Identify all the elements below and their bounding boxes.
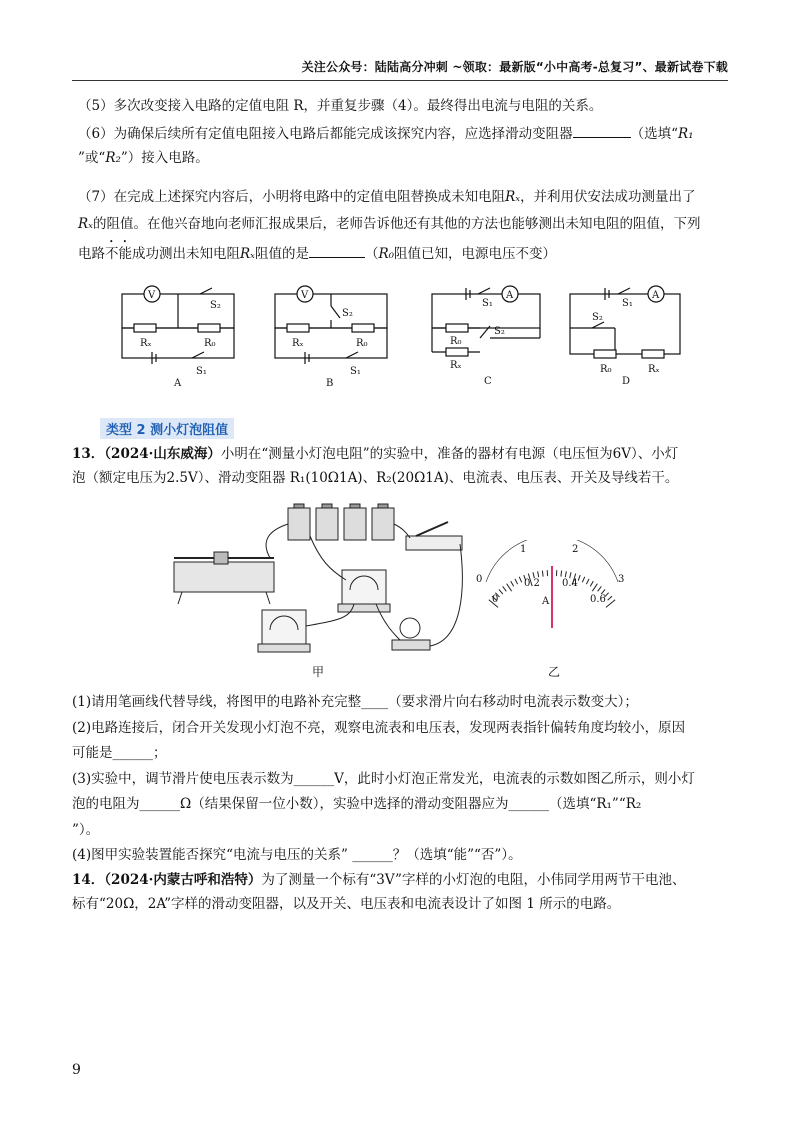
circuit-b-r0: R₀: [356, 338, 368, 349]
q6-part2: （选填“: [630, 126, 678, 142]
q6-part3: ”或“: [78, 150, 106, 166]
q7-line3e: 阻值已知，电源电压不变）: [394, 246, 557, 262]
question-14: [72, 868, 728, 916]
circuit-d: [570, 286, 680, 358]
dial-tick: [561, 571, 562, 577]
dial-tick: [590, 581, 593, 586]
dial-tick: [578, 575, 580, 581]
q13-sub3c: ”）。: [72, 821, 100, 838]
q13-sub4: (4)图甲实验装置能否探究“电流与电压的关系” ______？（选填“能”“否”）。: [72, 847, 522, 863]
dial-tick: [515, 579, 518, 584]
dial-tick: [592, 584, 597, 591]
question-13-stem: [72, 442, 728, 490]
q6-part1: （6）为确保后续所有定值电阻接入电路后都能完成该探究内容，应选择滑动变阻器: [78, 126, 573, 142]
circuit-b-label: B: [326, 378, 334, 389]
dial-tick: [582, 577, 584, 583]
battery-pack: [288, 504, 394, 540]
q7-rx-3: Rₓ: [240, 246, 255, 262]
knife-switch: [406, 522, 462, 550]
q14-source: （2024·内蒙古呼和浩特）: [104, 872, 262, 888]
circuit-d-s2: S₂: [592, 312, 603, 323]
q7-rx: Rₓ: [505, 189, 521, 205]
dial-unit: A: [542, 596, 550, 607]
q6-r2: R₂: [105, 150, 121, 166]
circuit-c-s2: S₂: [494, 326, 505, 337]
circuit-diagrams: [110, 280, 700, 392]
q14-line1: 为了测量一个标有“3V”字样的小灯泡的电阻，小伟同学用两节干电池、: [261, 872, 686, 888]
dial-tick: [511, 581, 514, 586]
figure-yi-ammeter-dial: [472, 540, 632, 680]
dial-end-3: 3: [618, 574, 625, 585]
category-label: 类型 2 测小灯泡阻值: [100, 418, 234, 439]
figure-jia-apparatus: [170, 500, 470, 680]
circuit-d-label: D: [622, 376, 631, 387]
dial-tick: [538, 571, 539, 577]
dial-tick: [608, 596, 612, 600]
dial-bottom-06: 0.6: [590, 594, 606, 605]
q7-r0: R₀: [378, 246, 395, 262]
q14-number: 14．: [72, 872, 105, 888]
dial-end-0: 0: [476, 574, 483, 585]
q14-line2: 标有“20Ω，2A”字样的滑动变阻器，以及开关、电压表和电流表设计了如图 1 所示的电路。: [72, 896, 621, 912]
q7-line2a: 的阻值。在他兴奋地向老师汇报成果后，老师告诉他还有其他的方法也能够测出未知电阻的阻值，下列: [92, 216, 701, 232]
q6-blank: [573, 123, 631, 138]
q7-emphasis: 不能: [105, 246, 132, 262]
circuit-b-rx: Rₓ: [292, 338, 304, 349]
dial-bottom-0: 0: [492, 594, 499, 605]
dial-tick: [586, 579, 589, 584]
q7-rx-2: Rₓ: [78, 216, 93, 232]
q13-line2: 泡（额定电压为2.5V）、滑动变阻器 R₁(10Ω1A)、R₂(20Ω1A)、电流表、电压表、开关及导线若干。: [72, 470, 679, 486]
q13-sub3b: 泡的电阻为______Ω（结果保留一位小数），实验中选择的滑动变阻器应为______（选填“R₁”“R₂: [72, 796, 642, 812]
q7-line1b: ，并利用伏安法成功测量出了: [520, 189, 696, 205]
q13-number: 13．: [72, 446, 105, 462]
q13-subquestions: [72, 690, 728, 869]
question-5: （5）多次改变接入电路的定值电阻 R，并重复步骤（4）。最终得出电流与电阻的关系。: [78, 98, 603, 114]
circuit-c-a: A: [506, 290, 514, 301]
voltmeter-device: [338, 570, 390, 612]
circuit-d-rx: Rₓ: [648, 364, 660, 375]
circuit-a-s2: S₂: [210, 300, 221, 311]
circuit-a-r0: R₀: [204, 338, 216, 349]
circuit-a-rx: Rₓ: [140, 338, 152, 349]
page-header: 关注公众号：陆陆高分冲刺 ~领取：最新版“小中高考-总复习”、最新试卷下载: [301, 60, 728, 74]
q13-source: （2024·山东威海）: [104, 446, 221, 462]
page-number: 9: [72, 1062, 81, 1078]
circuit-c-r0: R₀: [450, 336, 462, 347]
q7-blank: [309, 243, 365, 258]
figure-jia-caption: 甲: [312, 665, 325, 679]
circuit-a: [122, 286, 234, 364]
circuit-c-label: C: [484, 376, 492, 387]
circuit-d-a: A: [652, 290, 660, 301]
circuit-c: [432, 286, 540, 356]
circuit-d-r0: R₀: [600, 364, 612, 375]
circuit-b-s1: S₁: [350, 366, 361, 377]
circuit-a-label: A: [174, 378, 182, 389]
q7-line3d: （: [364, 246, 379, 262]
circuit-d-s1: S₁: [622, 298, 633, 309]
figure-yi-caption: 乙: [548, 665, 561, 679]
q13-sub2b: 可能是______；: [72, 745, 167, 761]
circuit-a-s1: S₁: [196, 366, 207, 377]
dial-tick: [499, 589, 503, 594]
q6-part4: ”）接入电路。: [120, 150, 209, 166]
q7-line1: （7）在完成上述探究内容后，小明将电路中的定值电阻替换成未知电阻: [78, 189, 506, 205]
q13-sub3a: (3)实验中，调节滑片使电压表示数为______V，此时小灯泡正常发光，电流表的示数如图乙所示，则小灯: [72, 770, 695, 787]
circuit-a-v: V: [148, 290, 156, 301]
dial-top-2: 2: [572, 544, 579, 555]
light-bulb: [392, 618, 430, 650]
q13-sub2a: (2)电路连接后，闭合开关发现小灯泡不亮，观察电流表和电压表，发现两表指针偏转角度均较小，原因: [72, 719, 686, 736]
dial-tick: [565, 571, 566, 577]
q13-line1: 小明在“测量小灯泡电阻”的实验中，准备的器材有电源（电压恒为6V）、小灯: [220, 446, 679, 462]
circuit-b-s2: S₂: [342, 308, 353, 319]
dial-tick: [503, 586, 507, 591]
dial-tick: [542, 571, 543, 577]
dial-inner-02: 0.2: [524, 578, 540, 589]
q7-line3c: 阻值的是: [254, 246, 309, 262]
q6-r1: R₁: [678, 126, 694, 142]
ammeter-device: [258, 610, 310, 652]
dial-tick: [598, 586, 602, 591]
q13-sub1: (1)请用笔画线代替导线，将图甲的电路补充完整____（要求滑片向右移动时电流表示数变大）；: [72, 694, 638, 710]
q7-line3a: 电路: [78, 246, 105, 262]
question-7: [78, 184, 728, 268]
dial-tick: [606, 600, 615, 608]
dial-inner-04: 0.4: [562, 578, 578, 589]
circuit-c-rx: Rₓ: [450, 360, 462, 371]
q7-line3b: 成功测出未知电阻: [132, 246, 240, 262]
circuit-b: [275, 286, 387, 364]
circuit-b-v: V: [301, 290, 309, 301]
slide-rheostat: [174, 552, 274, 604]
dial-tick: [519, 577, 521, 583]
dial-top-1: 1: [520, 544, 527, 555]
header-rule: [72, 80, 728, 81]
circuit-c-s1: S₁: [482, 298, 493, 309]
question-6: [78, 122, 728, 170]
dial-tick: [507, 584, 512, 591]
